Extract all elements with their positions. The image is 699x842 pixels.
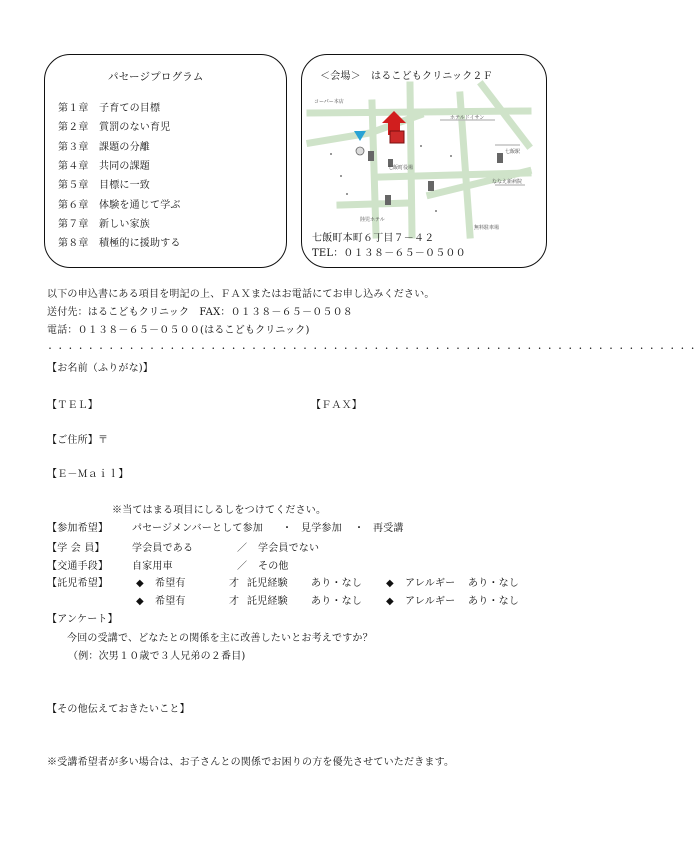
participation-label: 【参加希望】 (47, 523, 109, 534)
venue-address: 七飯町本町６丁目７－４２ (312, 233, 435, 244)
chapter-title: 課題の分離 (99, 141, 150, 153)
childcare-age-unit: 才 (229, 578, 240, 589)
chapter-title: 賞罰のない育児 (99, 122, 171, 134)
diamond-icon: ◆ (136, 596, 144, 607)
diamond-icon: ◆ (386, 578, 394, 589)
chapter-title: 共同の課題 (99, 160, 150, 172)
childcare-age-unit: 才 (229, 596, 240, 607)
childcare-experience-choice[interactable]: あり・なし (311, 596, 362, 607)
intro-line-3: 電話：０１３８－６５－０５００(はるこどもクリニック) (47, 325, 310, 336)
allergy-label: アレルギー (405, 596, 456, 607)
member-option-yes[interactable]: 学会員である (132, 543, 194, 554)
venue-tel: TEL：０１３８－６５－０５００ (312, 248, 466, 259)
map-graphic (310, 85, 528, 235)
chapter-number: 第２章 (58, 122, 89, 134)
transport-option-car[interactable]: 自家用車 (132, 561, 173, 572)
map-label-top-left: コーパー本店 (314, 99, 344, 105)
childcare-want[interactable]: 希望有 (155, 578, 186, 589)
program-title: パセージプログラム (108, 71, 204, 83)
chapter-title: 体験を通じて学ぶ (99, 199, 181, 211)
chapter-title: 目標に一致 (99, 180, 150, 192)
member-sep: ／ (237, 543, 248, 554)
diamond-icon: ◆ (386, 596, 394, 607)
transport-sep: ／ (237, 561, 248, 572)
intro-line-1: 以下の申込書にある項目を明記の上、ＦＡＸまたはお電話にてお申し込みください。 (47, 289, 435, 300)
map-label-bottom-right: 無料駐車場 (474, 225, 500, 231)
map-label-bottom-left: 陸児ホテル (360, 217, 385, 223)
participation-option-member[interactable]: パセージメンバーとして参加 (132, 523, 263, 534)
diamond-icon: ◆ (136, 578, 144, 589)
allergy-label: アレルギー (405, 578, 456, 589)
chapter-title: 新しい家族 (99, 218, 150, 230)
intro-line-2: 送付先：はるこどもクリニック FAX：０１３８－６５－０５０８ (47, 307, 354, 318)
member-label: 【学 会 員】 (47, 543, 105, 554)
email-label: 【Ｅ－Ｍａｉｌ】 (47, 469, 129, 480)
chapter-number: 第３章 (58, 141, 89, 153)
participation-option-retake[interactable]: 再受講 (373, 523, 404, 534)
chapter-number: 第１章 (58, 103, 89, 114)
venue-map (310, 85, 528, 235)
dotted-divider: ・・・・・・・・・・・・・・・・・・・・・・・・・・・・・・・・・・・・・・・・・・・・・・・・・・・・・・・・・・・・・・・・ (46, 344, 699, 353)
footer-note: ※受講希望者が多い場合は、お子さんとの関係でお困りの方を優先させていただきます。 (47, 757, 455, 768)
allergy-choice[interactable]: あり・なし (468, 578, 519, 589)
survey-label: 【アンケート】 (47, 614, 118, 625)
transport-option-other[interactable]: その他 (258, 561, 289, 572)
transport-label: 【交通手段】 (47, 561, 109, 572)
map-label-right-c: ななえ新病院 (492, 179, 523, 185)
chapter-number: 第７章 (58, 218, 89, 230)
childcare-experience: 託児経験 (247, 596, 288, 607)
childcare-experience-choice[interactable]: あり・なし (311, 578, 362, 589)
childcare-experience: 託児経験 (247, 578, 288, 589)
map-label-right-b: 七飯駅 (505, 149, 521, 155)
venue-heading: ＜会場＞ はるこどもクリニック２Ｆ (320, 71, 493, 82)
chapter-title: 子育ての目標 (99, 103, 161, 114)
chapter-number: 第８章 (58, 238, 89, 250)
chapter-number: 第４章 (58, 160, 89, 172)
name-label: 【お名前（ふりがな)】 (47, 363, 154, 374)
other-label: 【その他伝えておきたいこと】 (47, 704, 190, 715)
chapter-number: 第６章 (58, 199, 89, 211)
map-label-center: 七飯町役場 (388, 165, 414, 171)
childcare-label: 【託児希望】 (47, 578, 109, 589)
participation-sep-1: ・ (282, 523, 293, 534)
chapter-title: 積極的に援助する (99, 238, 181, 250)
chapter-number: 第５章 (58, 180, 89, 192)
tel-label: 【ＴＥＬ】 (47, 400, 98, 411)
survey-question: 今回の受講で、どなたとの関係を主に改善したいとお考えですか？ (67, 633, 373, 644)
address-label: 【ご住所】〒 (47, 435, 109, 446)
fax-label: 【ＦＡＸ】 (311, 400, 362, 411)
map-label-right-a: ホテルドイサン (450, 115, 485, 121)
member-option-no[interactable]: 学会員でない (258, 543, 320, 554)
note-mark-items: ※当てはまる項目にしるしをつけてください。 (112, 505, 327, 516)
allergy-choice[interactable]: あり・なし (468, 596, 519, 607)
childcare-want[interactable]: 希望有 (155, 596, 186, 607)
participation-sep-2: ・ (354, 523, 365, 534)
participation-option-observe[interactable]: 見学参加 (301, 523, 342, 534)
survey-example: （例：次男１０歳で３人兄弟の２番目) (68, 651, 246, 662)
